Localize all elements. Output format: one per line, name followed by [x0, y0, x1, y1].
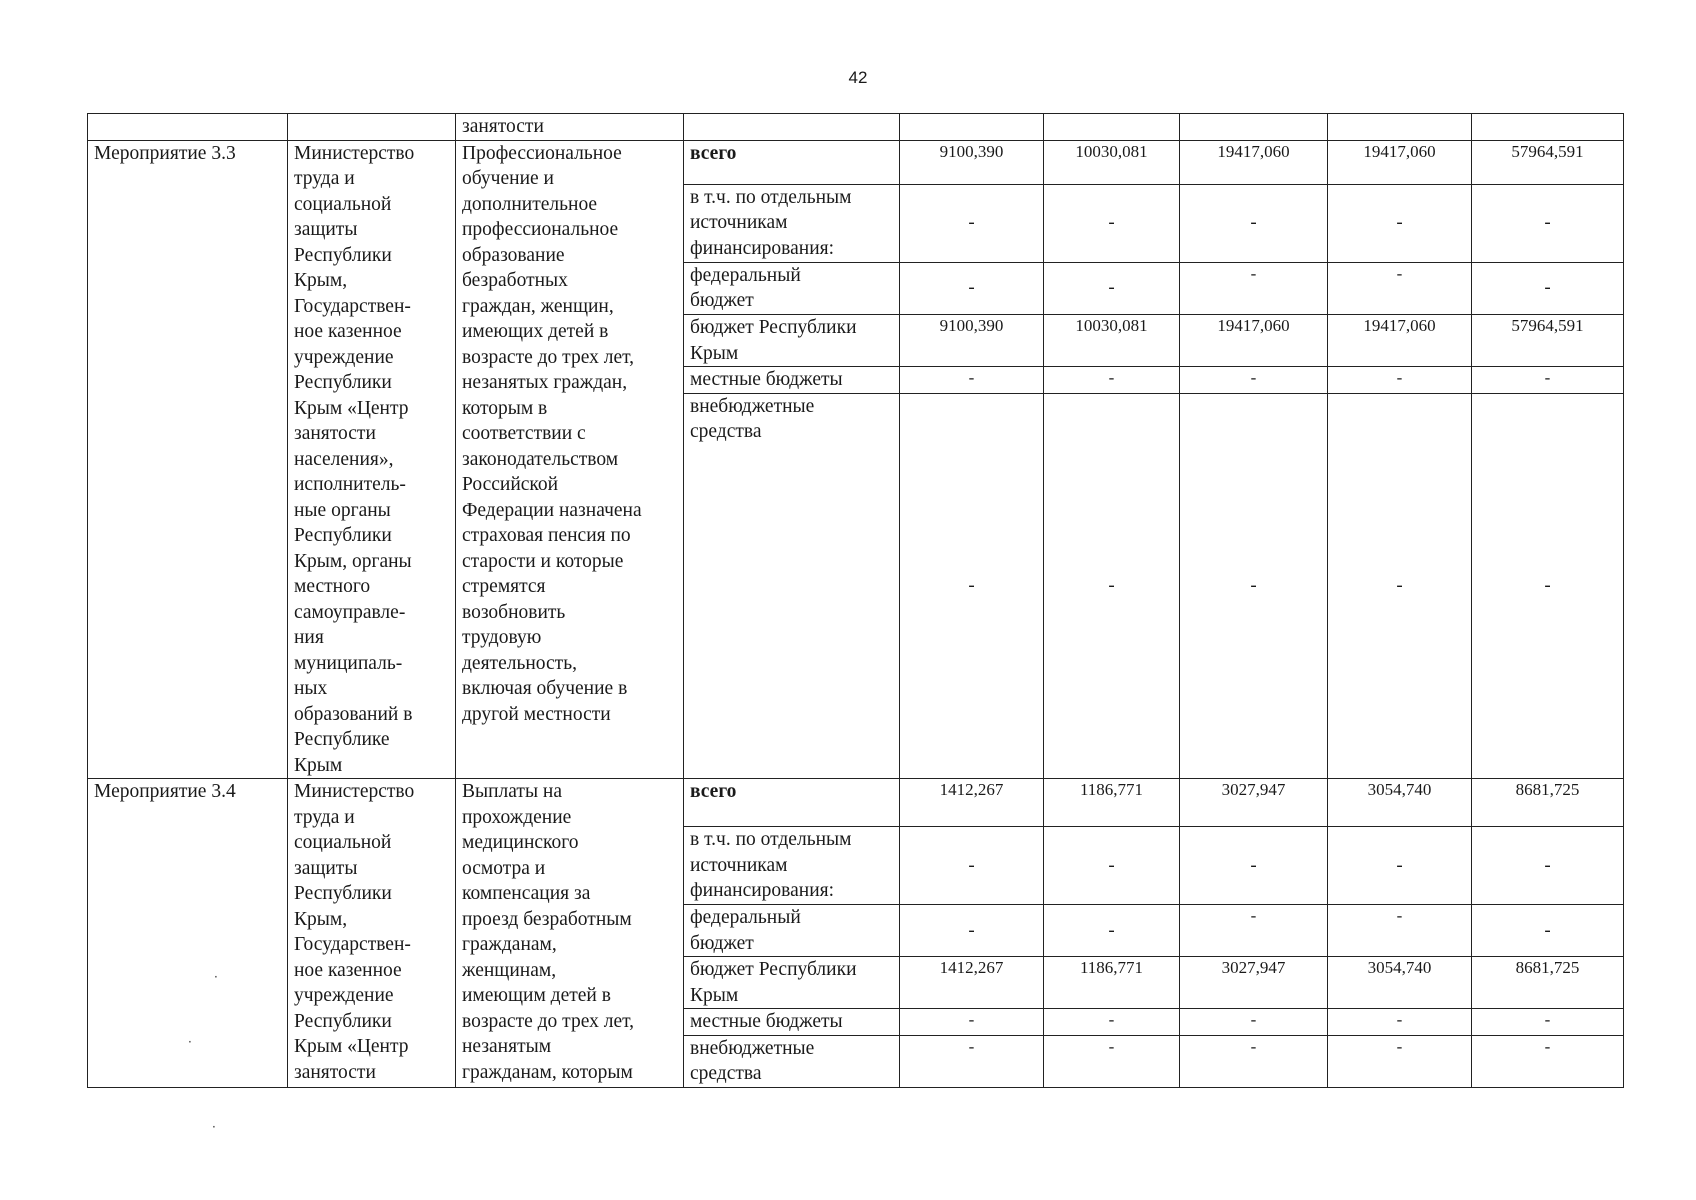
value-cell: - — [1180, 262, 1328, 314]
source-cell: федеральный бюджет — [684, 262, 900, 314]
value-cell: - — [1472, 1009, 1624, 1036]
value-cell: - — [1472, 367, 1624, 394]
value-cell: - — [1180, 184, 1328, 262]
source-cell: внебюджетные средства — [684, 393, 900, 778]
value-cell: - — [1180, 827, 1328, 905]
value-cell: 10030,081 — [1044, 140, 1180, 184]
source-cell: местные бюджеты — [684, 1009, 900, 1036]
value-cell: 1412,267 — [900, 779, 1044, 827]
value-cell: 1412,267 — [900, 957, 1044, 1009]
value-cell: - — [1328, 184, 1472, 262]
value-cell: 8681,725 — [1472, 779, 1624, 827]
source-cell: бюджет Республики Крым — [684, 957, 900, 1009]
value-cell: - — [1472, 1035, 1624, 1087]
page-number: 42 — [848, 68, 868, 87]
value-cell: 8681,725 — [1472, 957, 1624, 1009]
scan-speck: · — [212, 1120, 216, 1134]
value-cell: - — [1044, 1009, 1180, 1036]
value-cell: - — [1472, 905, 1624, 957]
source-cell: местные бюджеты — [684, 367, 900, 394]
value-cell: - — [900, 184, 1044, 262]
source-cell: всего — [684, 140, 900, 184]
scan-speck: · — [188, 1035, 192, 1049]
source-cell: федеральный бюджет — [684, 905, 900, 957]
value-cell: - — [1044, 367, 1180, 394]
value-cell: - — [900, 1035, 1044, 1087]
value-cell: 9100,390 — [900, 315, 1044, 367]
value-cell: - — [900, 262, 1044, 314]
financing-table — [87, 113, 1624, 1088]
value-cell: - — [900, 367, 1044, 394]
value-cell: - — [1328, 1009, 1472, 1036]
value-cell: 19417,060 — [1180, 315, 1328, 367]
value-cell: - — [1180, 393, 1328, 778]
value-cell: 19417,060 — [1180, 140, 1328, 184]
scan-speck: · — [214, 970, 218, 984]
value-cell: - — [900, 827, 1044, 905]
value-cell: - — [1044, 905, 1180, 957]
value-cell: - — [1044, 262, 1180, 314]
value-cell: - — [1044, 827, 1180, 905]
value-cell: - — [1472, 827, 1624, 905]
value-cell: 9100,390 — [900, 140, 1044, 184]
value-cell: - — [1328, 262, 1472, 314]
value-cell: - — [1328, 367, 1472, 394]
value-cell: - — [1472, 262, 1624, 314]
value-cell: - — [1180, 905, 1328, 957]
measure-executor: Министерство труда и социальной защиты Республики Крым, Государствен- ное казенное учреждение Республики Крым «Центр занятости — [288, 779, 456, 1088]
source-cell: внебюджетные средства — [684, 1035, 900, 1087]
value-cell: - — [1044, 393, 1180, 778]
value-cell: - — [1044, 1035, 1180, 1087]
source-cell: всего — [684, 779, 900, 827]
value-cell: - — [1180, 1009, 1328, 1036]
value-cell: 57964,591 — [1472, 140, 1624, 184]
value-cell: 3054,740 — [1328, 779, 1472, 827]
value-cell: - — [1328, 393, 1472, 778]
value-cell: 57964,591 — [1472, 315, 1624, 367]
table-row — [88, 779, 1624, 827]
table-row — [88, 114, 1624, 141]
source-cell: в т.ч. по отдельным источникам финансирования: — [684, 827, 900, 905]
measure-description: Выплаты на прохождение медицинского осмотра и компенсация за проезд безработным гражданам, женщинам, имеющим детей в возрасте до трех лет, незанятым гражданам, которым — [456, 779, 684, 1088]
value-cell: 1186,771 — [1044, 779, 1180, 827]
carry-over-cell: занятости — [456, 114, 684, 141]
value-cell: - — [900, 905, 1044, 957]
source-cell: бюджет Республики Крым — [684, 315, 900, 367]
value-cell: 3027,947 — [1180, 957, 1328, 1009]
value-cell: - — [900, 1009, 1044, 1036]
value-cell: 10030,081 — [1044, 315, 1180, 367]
measure-executor: Министерство труда и социальной защиты Республики Крым, Государствен- ное казенное учреждение Республики Крым «Центр занятости населения», исполнитель- ные органы Республики Крым, органы местного самоуправле- ния муниципаль- ных образований в Республике Крым — [288, 140, 456, 779]
measure-name: Мероприятие 3.4 — [88, 779, 288, 1088]
value-cell: 3054,740 — [1328, 957, 1472, 1009]
value-cell: - — [1328, 905, 1472, 957]
measure-description: Профессиональное обучение и дополнительное профессиональное образование безработных граждан, женщин, имеющих детей в возрасте до трех лет, незанятых граждан, которым в соответствии с законодательством Российской Федерации назначена страховая пенсия по старости и которые стремятся возобновить трудовую деятельность, включая обучение в другой местности — [456, 140, 684, 779]
value-cell: 1186,771 — [1044, 957, 1180, 1009]
value-cell: - — [900, 393, 1044, 778]
value-cell: 3027,947 — [1180, 779, 1328, 827]
value-cell: - — [1180, 367, 1328, 394]
value-cell: - — [1328, 827, 1472, 905]
value-cell: - — [1472, 184, 1624, 262]
measure-name: Мероприятие 3.3 — [88, 140, 288, 779]
value-cell: - — [1044, 184, 1180, 262]
value-cell: - — [1472, 393, 1624, 778]
value-cell: 19417,060 — [1328, 140, 1472, 184]
table-row — [88, 140, 1624, 184]
value-cell: - — [1328, 1035, 1472, 1087]
value-cell: - — [1180, 1035, 1328, 1087]
value-cell: 19417,060 — [1328, 315, 1472, 367]
source-cell: в т.ч. по отдельным источникам финансирования: — [684, 184, 900, 262]
